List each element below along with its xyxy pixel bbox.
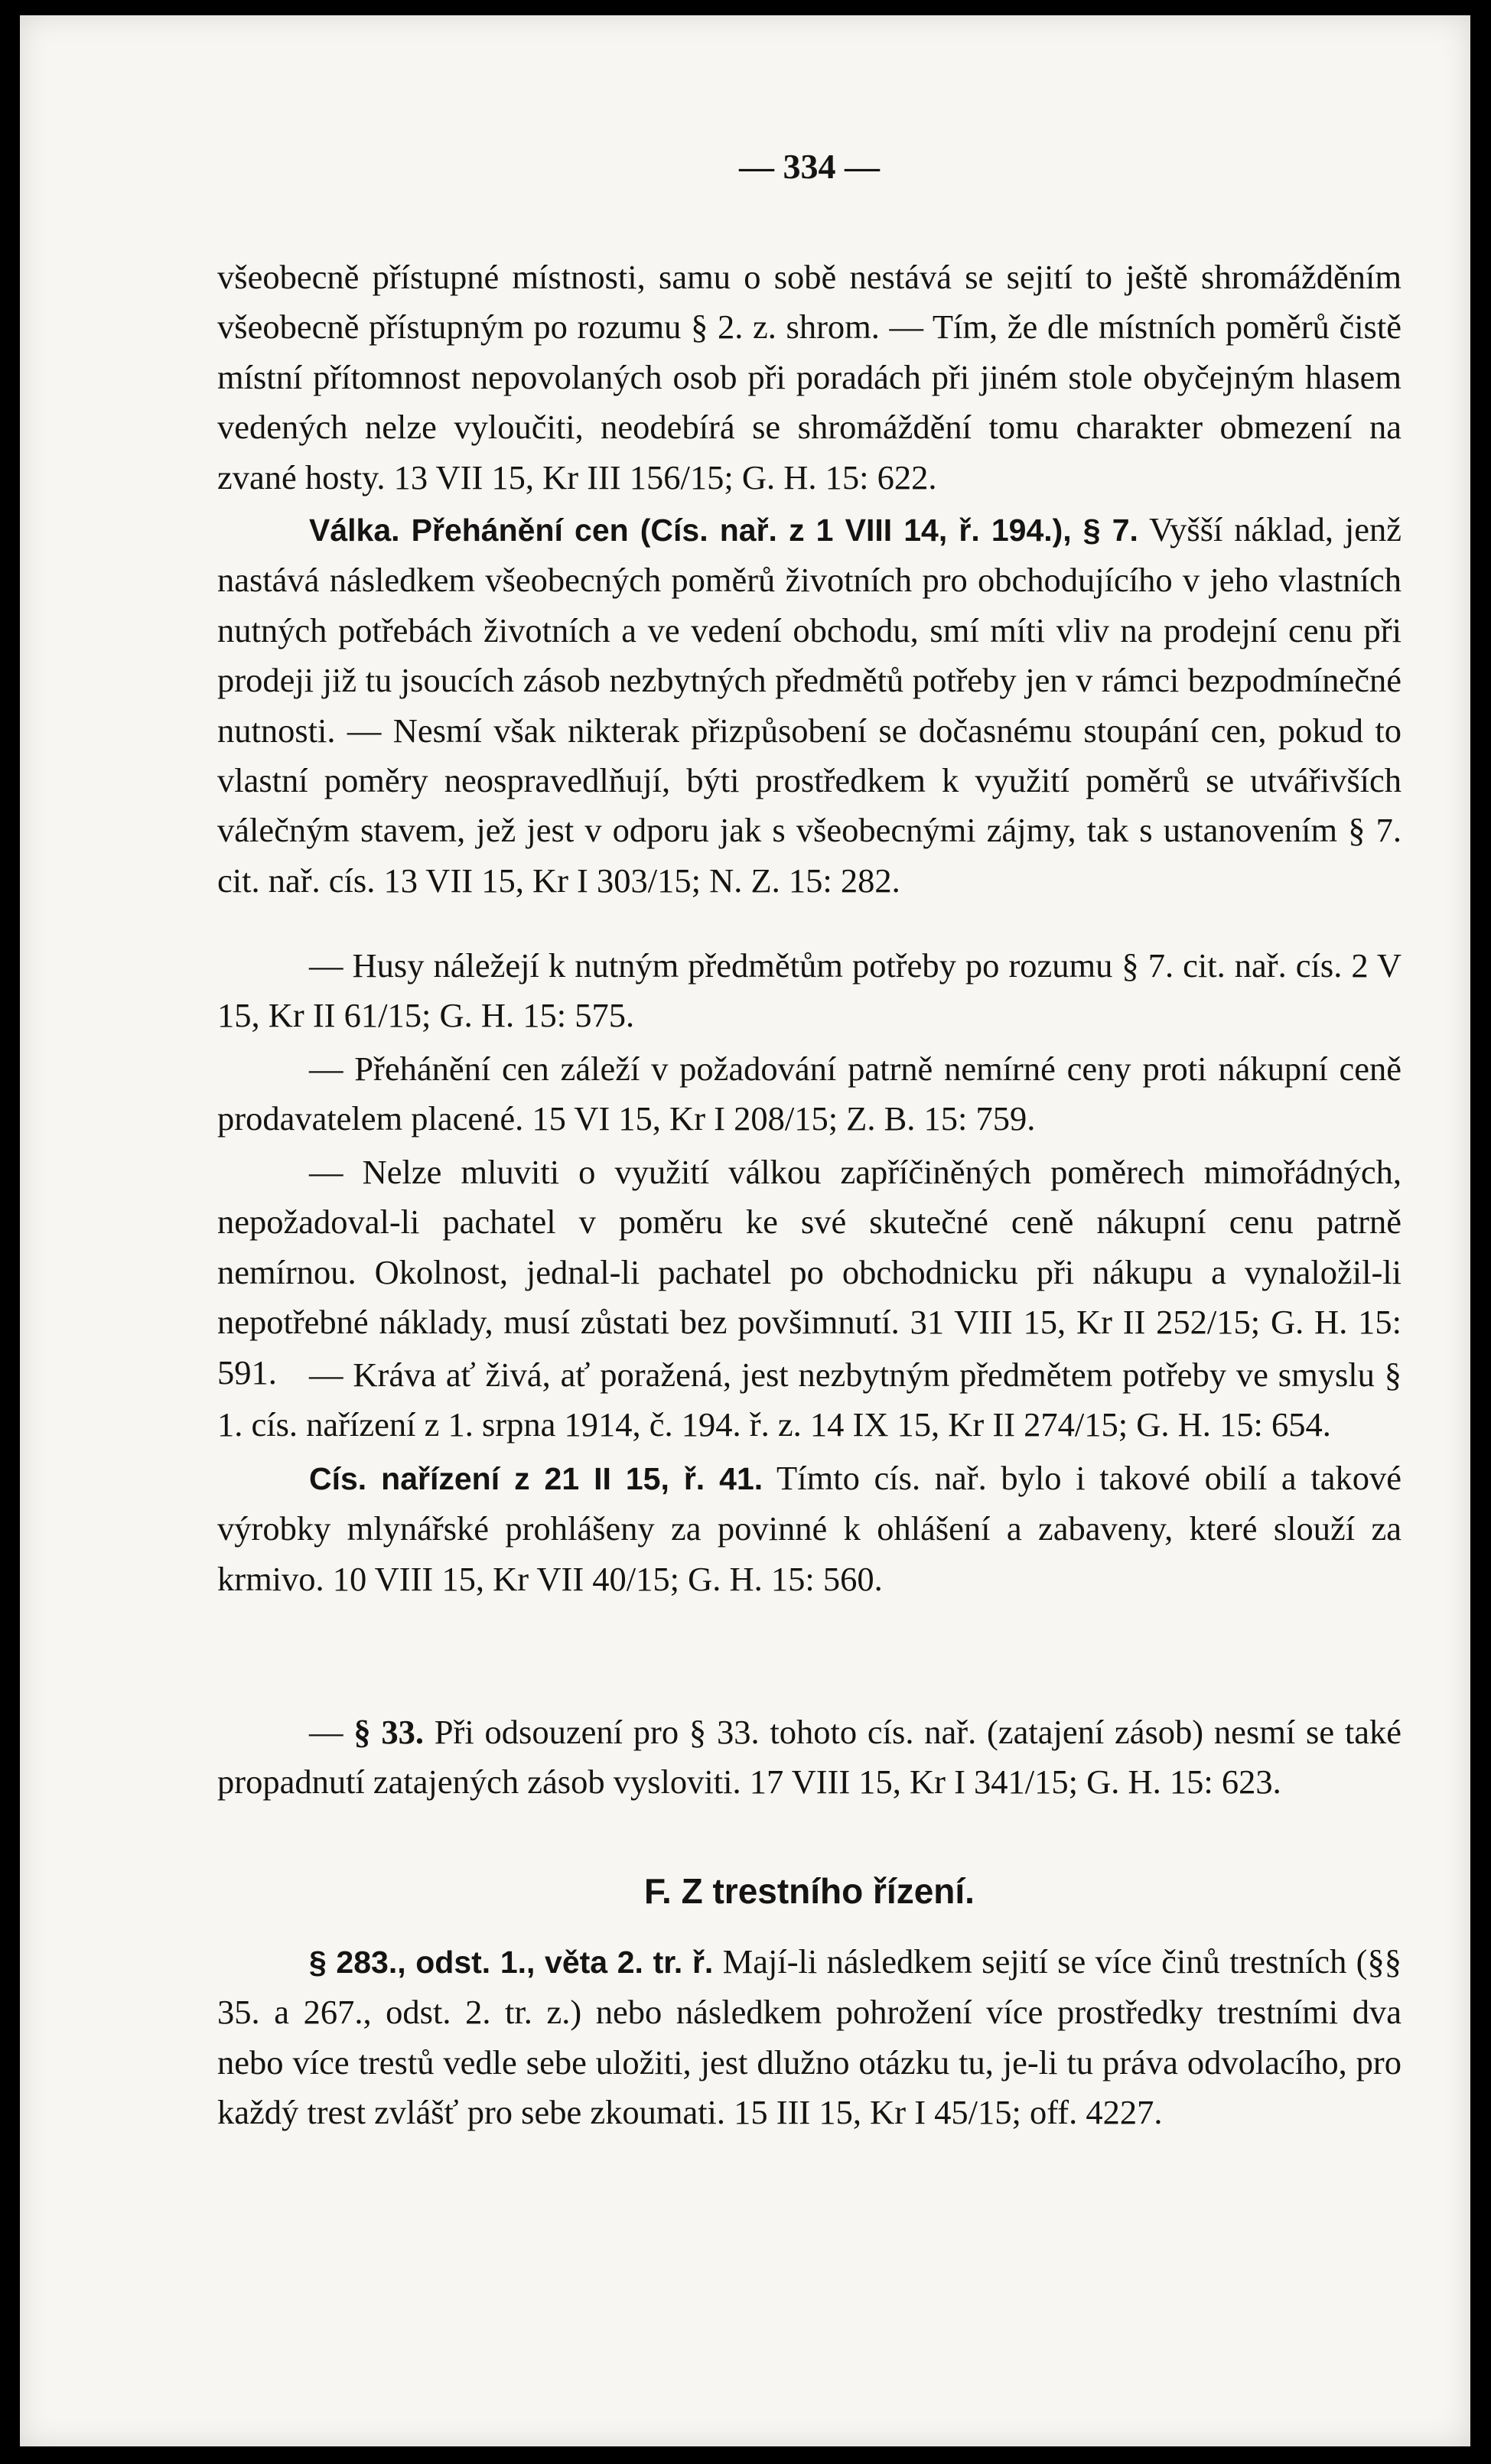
paragraph-prefix: —: [309, 1713, 354, 1751]
paragraph-body: Tímto cís. nař. bylo i takové obilí a takové výrobky mlynářské prohlášeny za povinné k ohlášení a zabaveny, které slouží za krmivo. 10 VIII 15, Kr VII 40/15; G. H. 15: 560.: [217, 1459, 1401, 1598]
page-sheet: [20, 15, 1470, 2446]
paragraph-text: [217, 1707, 1401, 1808]
paragraph-text: [217, 505, 1401, 906]
paragraph-body: Při odsouzení pro § 33. tohoto cís. nař. (zatajení zásob) nesmí se také propadnutí zatajených zásob vysloviti. 17 VIII 15, Kr I 341/15; G. H. 15: 623.: [217, 1713, 1402, 1802]
paragraph-valka: [217, 505, 1401, 906]
paragraph-body: Mají-li následkem sejití se více činů trestních (§§ 35. a 267., odst. 2. tr. z.) nebo následkem pohrožení více prostředky trestními dva nebo více trestů vedle sebe uložiti, jest dlužno otázku tu, je-li tu práva odvolacího, pro každý trest zvlášť pro sebe zkoumati. 15 III 15, Kr I 45/15; off. 4227.: [217, 1942, 1401, 2132]
paragraph-text: [217, 1937, 1401, 2138]
paragraph-text: — Kráva ať živá, ať poražená, jest nezbytným předmětem potřeby ve smyslu § 1. cís. nařízení z 1. srpna 1914, č. 194. ř. z. 14 IX 15, Kr II 274/15; G. H. 15: 654.: [217, 1356, 1401, 1444]
paragraph-lead: § 33.: [353, 1713, 424, 1751]
paragraph-prehaneni-cen: [217, 1044, 1401, 1144]
paragraph-body: Vyšší náklad, jenž nastává následkem všeobecných poměrů životních pro obchodujícího v jeho vlastních nutných potřebách životních a ve vedení obchodu, smí míti vliv na prodejní cenu při prodeji již tu jsoucích zásob nezbytných předmětů potřeby jen v rámci bezpodmínečné nutnosti. — Nesmí však nikterak přizpůsobení se dočasnému stoupání cen, pokud to vlastní poměry neospravedlňují, býti prostředkem k využití poměrů se utvářivších válečným stavem, jež jest v odporu jak s všeobecnými zájmy, tak s ustanovením § 7. cit. nař. cís. 13 VII 15, Kr I 303/15; N. Z. 15: 282.: [217, 510, 1401, 900]
paragraph-text: — Husy náležejí k nutným předmětům potřeby po rozumu § 7. cit. nař. cís. 2 V 15, Kr II 61/15; G. H. 15: 575.: [217, 946, 1401, 1035]
paragraph-lead: Cís. nařízení z 21 II 15, ř. 41.: [309, 1461, 763, 1496]
paragraph-lead: § 283., odst. 1., věta 2. tr. ř.: [309, 1945, 714, 1980]
paragraph-husy: [217, 941, 1401, 1041]
paragraph-par-33: [217, 1707, 1401, 1808]
section-heading: F. Z trestního řízení.: [644, 1871, 975, 1911]
paragraph-text: [217, 1453, 1401, 1604]
paragraph-cis-narizeni: [217, 1453, 1401, 1604]
paragraph-text: — Nelze mluviti o využití válkou zapříčiněných poměrech mimořádných, nepožadoval-li pachatel v poměru ke své skutečné ceně nákupní cenu patrně nemírnou. Okolnost, jednal-li pachatel po obchodnicku při nákupu a vynaložil-li nepotřebné náklady, musí zůstati bez povšimnutí. 31 VIII 15, Kr II 252/15; G. H. 15: 591.: [217, 1153, 1401, 1391]
paragraph-shromazdeni: [217, 252, 1401, 503]
paragraph-text: všeobecně přístupné místnosti, samu o sobě nestává se sejití to ještě shromážděním všeobecně přístupným po rozumu § 2. z. shrom. — Tím, že dle místních poměrů čistě místní přítomnost nepovolaných osob při poradách při jiném stole obyčejným hlasem vedených nelze vyloučiti, neodebírá se shromáždění tomu charakter obmezení na zvané hosty. 13 VII 15, Kr III 156/15; G. H. 15: 622.: [217, 258, 1401, 496]
paragraph-par-283: [217, 1937, 1401, 2138]
paragraph-lead: Válka. Přehánění cen (Cís. nař. z 1 VIII 14, ř. 194.), § 7.: [309, 513, 1138, 548]
paragraph-text: — Přehánění cen záleží v požadování patrně nemírné ceny proti nákupní ceně prodavatelem placené. 15 VI 15, Kr I 208/15; Z. B. 15: 759.: [217, 1050, 1401, 1138]
paragraph-krava: [217, 1350, 1401, 1450]
page-number: — 334 —: [739, 147, 880, 186]
